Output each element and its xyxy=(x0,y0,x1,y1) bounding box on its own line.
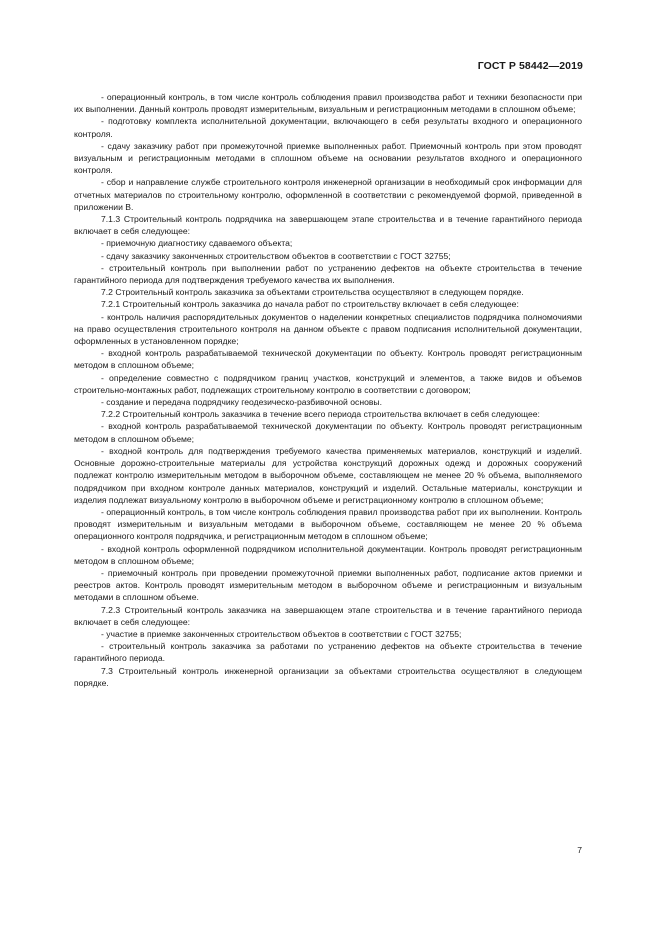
paragraph: - строительный контроль заказчика за работами по устранению дефектов на объекте строительства в течение гарантийного периода. xyxy=(74,641,582,664)
paragraph: - участие в приемке законченных строительством объектов в соответствии с ГОСТ 32755; xyxy=(101,628,462,639)
section-7-1-3: 7.1.3 Строительный контроль подрядчика на завершающем этапе строительства и в течение гарантийного периода включает в себя следующее: xyxy=(74,214,582,237)
section-7-2-3: 7.2.3 Строительный контроль заказчика на завершающем этапе строительства и в течение гарантийного периода включает в себя следующее: xyxy=(74,604,582,627)
paragraph: - строительный контроль при выполнении работ по устранению дефектов на объекте строительства в течение гарантийного периода для подтверждения требуемого качества их выполнения. xyxy=(74,262,582,286)
section-7-2-2: 7.2.2 Строительный контроль заказчика в течение всего периода строительства включает в себя следующее: xyxy=(101,409,540,420)
paragraph: - сдачу заказчику работ при промежуточной приемке выполненных работ. Приемочный контроль при этом проводят визуальным и регистрационным методами в сплошном объеме на основании результатов входного и операционного контроля. xyxy=(74,140,582,176)
paragraph: - входной контроль оформленной подрядчиком исполнительной документации. Контроль проводят регистрационным методом в сплошном объеме; xyxy=(74,543,582,566)
paragraph: - операционный контроль, в том числе контроль соблюдения правил производства работ и техники безопасности при их выполнении. Данный контроль проводят измерительным, визуальным и регистрационным методами в сплошном объеме; xyxy=(74,92,582,115)
section-7-2: 7.2 Строительный контроль заказчика за объектами строительства осуществляют в следующем порядке. xyxy=(101,287,524,298)
document-body xyxy=(74,91,582,689)
paragraph: - подготовку комплекта исполнительной документации, включающего в себя результаты входного и операционного контроля. xyxy=(74,116,582,139)
paragraph: - входной контроль разрабатываемой технической документации по объекту. Контроль проводят регистрационным методом в сплошном объеме; xyxy=(74,348,582,371)
paragraph: - входной контроль разрабатываемой технической документации по объекту. Контроль проводят регистрационным методом в сплошном объеме; xyxy=(74,421,582,444)
paragraph: - входной контроль для подтверждения требуемого качества применяемых материалов, конструкций и изделий. Основные дорожно-строительные материалы для устройства конструкций дорожных одежд и дорожных сооружений подлежат контролю измерительным методом в выборочном объеме, составляющем не менее 20 % объема, выполняемого подрядчиком при входном контроле данных материалов, конструкций и изделий. Остальные материалы, конструкции и изделия подлежат визуальному контролю в выборочном объеме и регистрационному контролю в сплошном объеме; xyxy=(74,445,582,505)
paragraph: - операционный контроль, в том числе контроль соблюдения правил производства работ при их выполнении. Контроль проводят измерительным и визуальным методами в выборочном объеме, составляющем не менее 20 % объема операционного контроля подрядчика, и регистрационным методом в сплошном объеме; xyxy=(74,506,582,542)
section-7-3: 7.3 Строительный контроль инженерной организации за объектами строительства осуществляют в следующем порядке. xyxy=(74,665,582,688)
section-7-2-1: 7.2.1 Строительный контроль заказчика до начала работ по строительству включает в себя следующее: xyxy=(101,299,519,310)
paragraph: - определение совместно с подрядчиком границ участков, конструкций и элементов, а также видов и объемов строительно-монтажных работ, подлежащих строительному контролю в соответствии с договором; xyxy=(74,372,582,395)
paragraph: - сдачу заказчику законченных строительством объектов в соответствии с ГОСТ 32755; xyxy=(101,250,451,261)
paragraph: - контроль наличия распорядительных документов о наделении конкретных специалистов подрядчика полномочиями на право осуществления строительного контроля на данном объекте с правом подписания исполнительной документации, оформленных в установленном порядке; xyxy=(74,311,582,347)
paragraph: - приемочную диагностику сдаваемого объекта; xyxy=(101,238,293,249)
page-number: 7 xyxy=(577,845,582,855)
paragraph: - сбор и направление службе строительного контроля инженерной организации в необходимый срок информации для отчетных материалов по строительному контролю, оформленной в соответствии с рекомендуемой формой, приведенной в приложении В. xyxy=(74,177,582,212)
paragraph: - создание и передача подрядчику геодезическо-разбивочной основы. xyxy=(101,397,382,408)
standard-number-header: ГОСТ Р 58442—2019 xyxy=(477,60,583,72)
paragraph: - приемочный контроль при проведении промежуточной приемки выполненных работ, подписание актов приемки и реестров актов. Контроль проводят измерительным методом в выборочном объеме и регистрационным и визуальным методами в сплошном объеме. xyxy=(74,567,582,603)
